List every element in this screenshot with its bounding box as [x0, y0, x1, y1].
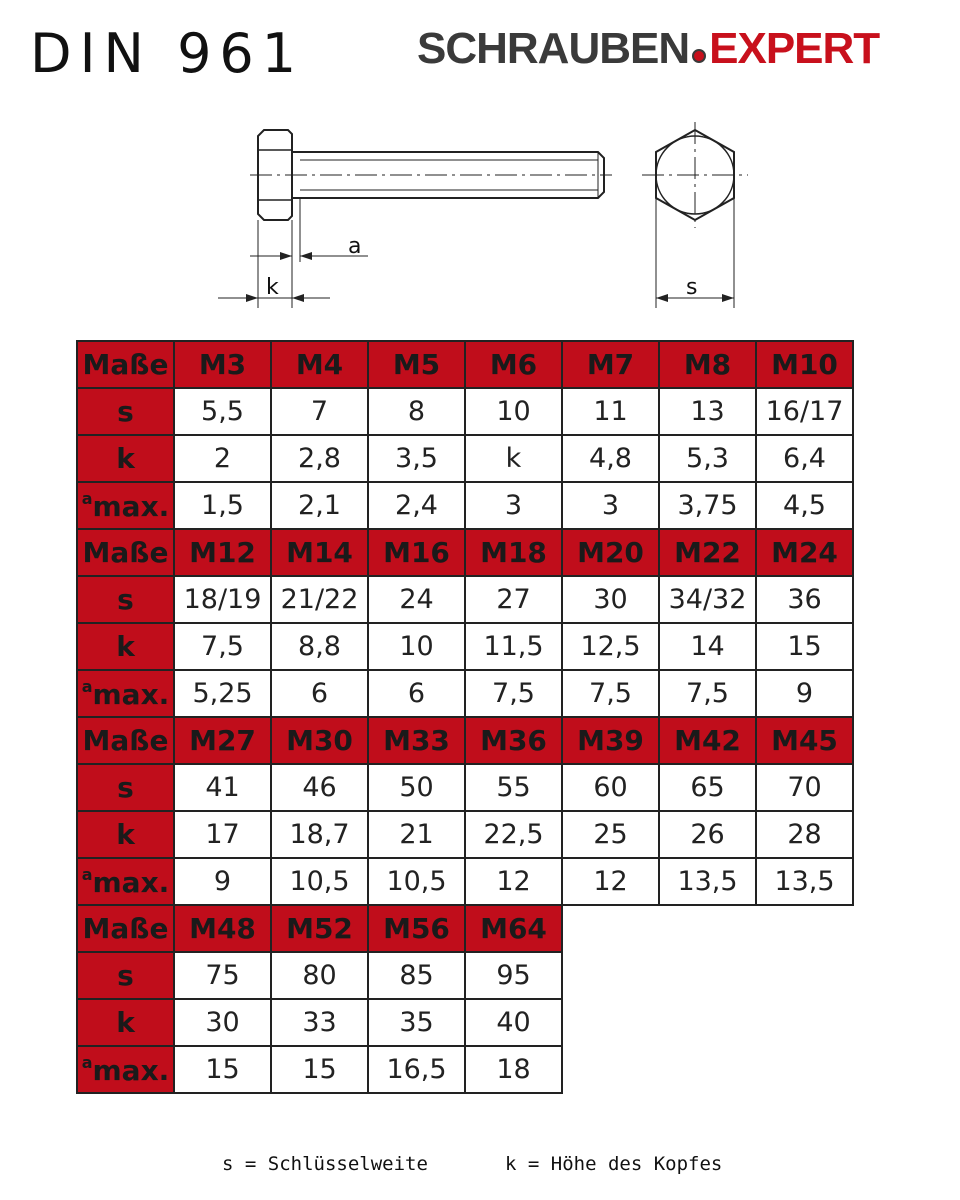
size-header-cell: M16 — [368, 529, 465, 576]
empty-cell — [659, 952, 756, 999]
value-cell: 28 — [756, 811, 853, 858]
value-cell: 34/32 — [659, 576, 756, 623]
value-cell: k — [465, 435, 562, 482]
size-header-cell: M5 — [368, 341, 465, 388]
legend-k: k = Höhe des Kopfes — [505, 1153, 723, 1175]
value-cell: 7,5 — [465, 670, 562, 717]
row-a-max — [77, 1046, 853, 1093]
empty-cell — [756, 905, 853, 952]
size-header-cell: M45 — [756, 717, 853, 764]
value-cell: 10 — [368, 623, 465, 670]
value-cell: 16/17 — [756, 388, 853, 435]
row-s — [77, 952, 853, 999]
value-cell: 18/19 — [174, 576, 271, 623]
value-cell: 50 — [368, 764, 465, 811]
value-cell: 3 — [465, 482, 562, 529]
value-cell: 2,8 — [271, 435, 368, 482]
row-label-k: k — [77, 435, 174, 482]
value-cell: 6 — [368, 670, 465, 717]
row-label-a-text: max. — [92, 865, 170, 899]
size-header-cell: M52 — [271, 905, 368, 952]
value-cell: 8 — [368, 388, 465, 435]
size-header-cell: M22 — [659, 529, 756, 576]
row-label-k: k — [77, 811, 174, 858]
empty-cell — [562, 999, 659, 1046]
value-cell: 18,7 — [271, 811, 368, 858]
size-header-cell: M56 — [368, 905, 465, 952]
row-label-k: k — [77, 999, 174, 1046]
value-cell: 41 — [174, 764, 271, 811]
value-cell: 95 — [465, 952, 562, 999]
row-k — [77, 999, 853, 1046]
value-cell: 6 — [271, 670, 368, 717]
value-cell: 75 — [174, 952, 271, 999]
row-label-a-text: max. — [92, 489, 170, 523]
value-cell: 12 — [465, 858, 562, 905]
value-cell: 4,5 — [756, 482, 853, 529]
row-label-a-max — [77, 482, 174, 529]
value-cell: 17 — [174, 811, 271, 858]
size-header-row — [77, 905, 853, 952]
size-header-cell: M48 — [174, 905, 271, 952]
row-label-a-sup: a — [81, 676, 93, 696]
empty-cell — [756, 1046, 853, 1093]
size-header-cell: M4 — [271, 341, 368, 388]
value-cell: 2,1 — [271, 482, 368, 529]
size-header-cell: M7 — [562, 341, 659, 388]
row-label-masse: Maße — [77, 341, 174, 388]
value-cell: 35 — [368, 999, 465, 1046]
value-cell: 46 — [271, 764, 368, 811]
value-cell: 7,5 — [562, 670, 659, 717]
value-cell: 5,25 — [174, 670, 271, 717]
value-cell: 11,5 — [465, 623, 562, 670]
value-cell: 36 — [756, 576, 853, 623]
row-label-a-text: max. — [92, 1053, 170, 1087]
value-cell: 5,3 — [659, 435, 756, 482]
row-label-a-max — [77, 1046, 174, 1093]
size-header-cell: M10 — [756, 341, 853, 388]
value-cell: 3 — [562, 482, 659, 529]
value-cell: 22,5 — [465, 811, 562, 858]
value-cell: 7,5 — [659, 670, 756, 717]
value-cell: 16,5 — [368, 1046, 465, 1093]
value-cell: 30 — [174, 999, 271, 1046]
row-k — [77, 623, 853, 670]
size-header-cell: M14 — [271, 529, 368, 576]
row-s — [77, 388, 853, 435]
value-cell: 4,8 — [562, 435, 659, 482]
size-header-cell: M36 — [465, 717, 562, 764]
value-cell: 15 — [174, 1046, 271, 1093]
size-header-cell: M3 — [174, 341, 271, 388]
value-cell: 21/22 — [271, 576, 368, 623]
value-cell: 55 — [465, 764, 562, 811]
row-a-max — [77, 858, 853, 905]
size-header-cell: M18 — [465, 529, 562, 576]
value-cell: 12,5 — [562, 623, 659, 670]
value-cell: 12 — [562, 858, 659, 905]
row-a-max — [77, 482, 853, 529]
row-label-s: s — [77, 952, 174, 999]
value-cell: 80 — [271, 952, 368, 999]
dimension-label-a: a — [348, 234, 362, 259]
empty-cell — [659, 1046, 756, 1093]
row-s — [77, 764, 853, 811]
value-cell: 65 — [659, 764, 756, 811]
row-label-a-max — [77, 670, 174, 717]
size-header-row — [77, 341, 853, 388]
row-label-masse: Maße — [77, 529, 174, 576]
value-cell: 3,5 — [368, 435, 465, 482]
row-label-a-sup: a — [81, 1052, 93, 1072]
dimension-label-s: s — [686, 275, 698, 300]
value-cell: 10,5 — [368, 858, 465, 905]
value-cell: 70 — [756, 764, 853, 811]
value-cell: 1,5 — [174, 482, 271, 529]
value-cell: 25 — [562, 811, 659, 858]
value-cell: 26 — [659, 811, 756, 858]
value-cell: 15 — [271, 1046, 368, 1093]
size-header-cell: M12 — [174, 529, 271, 576]
value-cell: 9 — [174, 858, 271, 905]
bolt-drawing — [0, 0, 960, 330]
value-cell: 5,5 — [174, 388, 271, 435]
brand-logo-part1: SCHRAUBEN — [417, 24, 690, 73]
value-cell: 10,5 — [271, 858, 368, 905]
row-label-a-text: max. — [92, 677, 170, 711]
dimension-label-k: k — [266, 275, 279, 300]
row-s — [77, 576, 853, 623]
value-cell: 24 — [368, 576, 465, 623]
dimension-arrows — [246, 252, 734, 302]
row-k — [77, 811, 853, 858]
value-cell: 13,5 — [659, 858, 756, 905]
value-cell: 40 — [465, 999, 562, 1046]
size-header-row — [77, 529, 853, 576]
size-header-cell: M33 — [368, 717, 465, 764]
value-cell: 7 — [271, 388, 368, 435]
value-cell: 85 — [368, 952, 465, 999]
row-a-max — [77, 670, 853, 717]
size-header-cell: M20 — [562, 529, 659, 576]
size-header-cell: M64 — [465, 905, 562, 952]
empty-cell — [756, 952, 853, 999]
value-cell: 60 — [562, 764, 659, 811]
size-header-cell: M8 — [659, 341, 756, 388]
size-header-cell: M39 — [562, 717, 659, 764]
row-label-masse: Maße — [77, 717, 174, 764]
size-header-row — [77, 717, 853, 764]
value-cell: 13,5 — [756, 858, 853, 905]
value-cell: 15 — [756, 623, 853, 670]
legend-s: s = Schlüsselweite — [222, 1153, 428, 1175]
empty-cell — [562, 1046, 659, 1093]
row-label-a-sup: a — [81, 864, 93, 884]
value-cell: 7,5 — [174, 623, 271, 670]
empty-cell — [756, 999, 853, 1046]
value-cell: 14 — [659, 623, 756, 670]
row-label-masse: Maße — [77, 905, 174, 952]
value-cell: 27 — [465, 576, 562, 623]
empty-cell — [562, 905, 659, 952]
value-cell: 33 — [271, 999, 368, 1046]
value-cell: 18 — [465, 1046, 562, 1093]
value-cell: 2,4 — [368, 482, 465, 529]
value-cell: 21 — [368, 811, 465, 858]
value-cell: 9 — [756, 670, 853, 717]
empty-cell — [562, 952, 659, 999]
value-cell: 3,75 — [659, 482, 756, 529]
value-cell: 8,8 — [271, 623, 368, 670]
value-cell: 10 — [465, 388, 562, 435]
size-header-cell: M42 — [659, 717, 756, 764]
size-header-cell: M24 — [756, 529, 853, 576]
empty-cell — [659, 999, 756, 1046]
size-header-cell: M6 — [465, 341, 562, 388]
value-cell: 30 — [562, 576, 659, 623]
row-label-s: s — [77, 388, 174, 435]
value-cell: 6,4 — [756, 435, 853, 482]
page-title: DIN 961 — [30, 22, 305, 85]
value-cell: 11 — [562, 388, 659, 435]
row-label-a-max — [77, 858, 174, 905]
value-cell: 13 — [659, 388, 756, 435]
dimensions-table — [76, 340, 854, 1094]
row-label-s: s — [77, 764, 174, 811]
row-k — [77, 435, 853, 482]
size-header-cell: M27 — [174, 717, 271, 764]
row-label-s: s — [77, 576, 174, 623]
brand-logo-part2: EXPERT — [709, 24, 880, 73]
size-header-cell: M30 — [271, 717, 368, 764]
empty-cell — [659, 905, 756, 952]
row-label-a-sup: a — [81, 488, 93, 508]
value-cell: 2 — [174, 435, 271, 482]
row-label-k: k — [77, 623, 174, 670]
